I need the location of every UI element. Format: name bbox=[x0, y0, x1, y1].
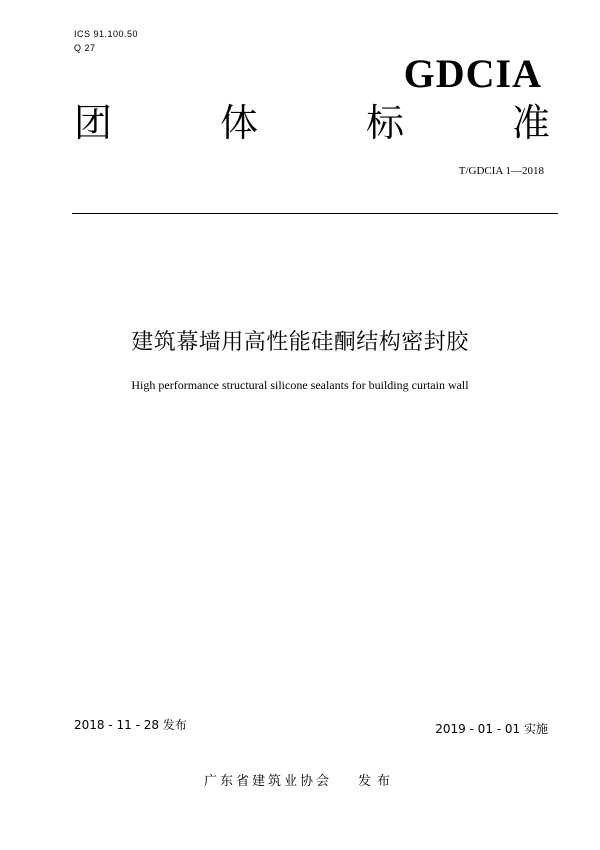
standard-type-char: 团 bbox=[74, 101, 113, 145]
classification-codes bbox=[74, 27, 138, 55]
publisher-organization: 广东省建筑业协会 bbox=[203, 774, 332, 789]
standard-type-char: 准 bbox=[511, 101, 550, 145]
publisher-action: 发布 bbox=[358, 774, 397, 789]
implementation-date: 2019 - 01 - 01 实施 bbox=[435, 722, 548, 736]
ccs-code: Q 27 bbox=[74, 43, 96, 53]
document-title-english: High performance structural silicone sealants for building curtain wall bbox=[131, 378, 469, 392]
brand-logo-text: GDCIA bbox=[403, 51, 542, 96]
standard-type-char: 体 bbox=[219, 101, 258, 145]
publisher-line bbox=[0, 772, 600, 792]
document-title-chinese: 建筑幕墙用高性能硅酮结构密封胶 bbox=[131, 330, 469, 355]
standard-type-char: 标 bbox=[365, 101, 404, 145]
header-divider bbox=[72, 213, 558, 214]
standard-type-heading bbox=[74, 96, 550, 150]
standard-number: T/GDCIA 1—2018 bbox=[458, 165, 544, 177]
issue-date: 2018 - 11 - 28 发布 bbox=[74, 718, 187, 732]
ics-code: ICS 91.100.50 bbox=[74, 29, 139, 39]
